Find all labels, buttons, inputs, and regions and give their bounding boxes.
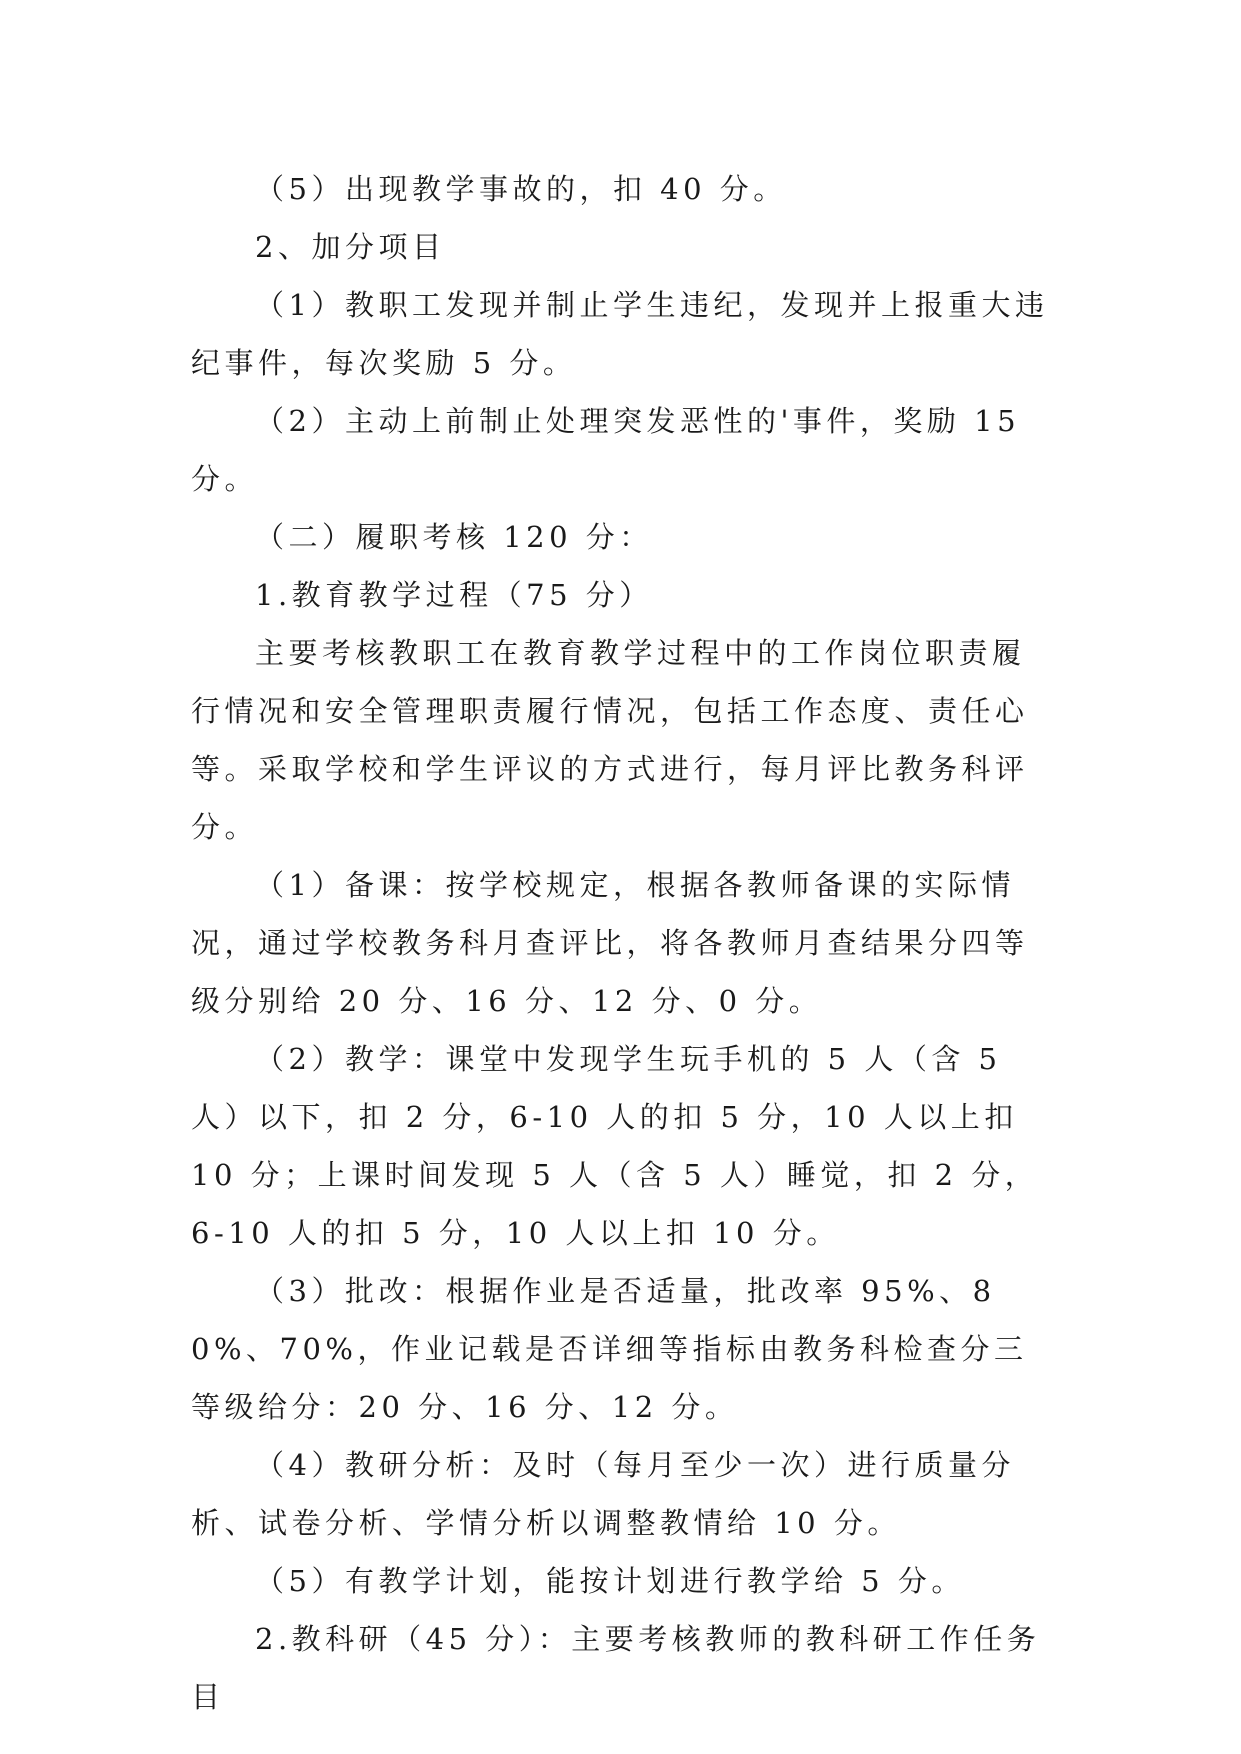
paragraph-grading: （3）批改：根据作业是否适量，批改率 95%、80%、70%，作业记载是否详细等指标由教务科检查分三等级给分：20 分、16 分、12 分。	[191, 1274, 1028, 1424]
paragraph-bonus-item-1: （1）教职工发现并制止学生违纪，发现并上报重大违纪事件，每次奖励 5 分。	[191, 288, 1049, 380]
heading-research-work: 2.教科研（45 分）：主要考核教师的教科研工作任务目	[191, 1622, 1041, 1714]
heading-teaching-process: 1.教育教学过程（75 分）	[255, 578, 653, 612]
paragraph-bonus-item-2: （2）主动上前制止处理突发恶性的'事件，奖励 15 分。	[191, 404, 1021, 496]
document-body	[191, 160, 1051, 1726]
paragraph-deduction-item-5: （5）出现教学事故的，扣 40 分。	[255, 172, 787, 206]
paragraph-lesson-preparation: （1）备课：按学校规定，根据各教师备课的实际情况，通过学校教务科月查评比，将各教师月查结果分四等级分别给 20 分、16 分、12 分、0 分。	[191, 868, 1029, 1018]
paragraph-teaching: （2）教学：课堂中发现学生玩手机的 5 人（含 5 人）以下，扣 2 分，6-10 人的扣 5 分，10 人以上扣 10 分；上课时间发现 5 人（含 5 人）睡觉，扣 2 分，6-10 人的扣 5 分，10 人以上扣 10 分。	[191, 1042, 1039, 1250]
heading-bonus-items: 2、加分项目	[255, 230, 446, 264]
heading-duty-assessment: （二）履职考核 120 分：	[255, 520, 653, 554]
paragraph-teaching-research-analysis: （4）教研分析：及时（每月至少一次）进行质量分析、试卷分析、学情分析以调整教情给 10 分。	[191, 1448, 1015, 1540]
paragraph-teaching-plan: （5）有教学计划，能按计划进行教学给 5 分。	[255, 1564, 965, 1598]
paragraph-teaching-process-summary: 主要考核教职工在教育教学过程中的工作岗位职责履行情况和安全管理职责履行情况，包括工作态度、责任心等。采取学校和学生评议的方式进行，每月评比教务科评分。	[191, 636, 1029, 844]
